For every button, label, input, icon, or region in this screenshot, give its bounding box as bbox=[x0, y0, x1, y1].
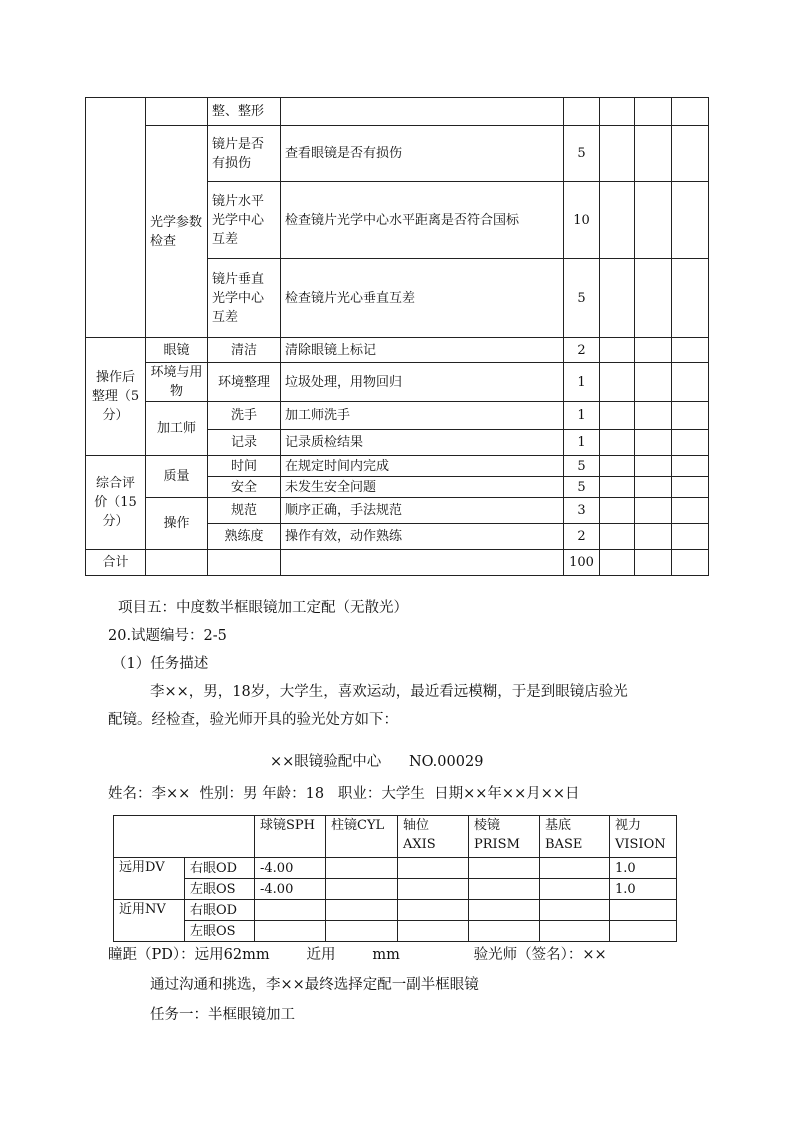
header-axis: 轴位 AXIS bbox=[398, 816, 469, 858]
header-sph: 球镜SPH bbox=[255, 816, 326, 858]
section: 操作后整理（5分） bbox=[86, 338, 146, 456]
item: 清洁 bbox=[208, 338, 281, 363]
score: 10 bbox=[564, 182, 600, 259]
category: 眼镜 bbox=[146, 338, 208, 363]
paragraph: 李××，男，18岁，大学生，喜欢运动，最近看远模糊，于是到眼镜店验光 bbox=[150, 684, 628, 700]
score: 5 bbox=[564, 477, 600, 498]
paragraph: 通过沟通和挑选，李××最终选择定配一副半框眼镜 bbox=[150, 977, 479, 993]
desc: 清除眼镜上标记 bbox=[281, 338, 564, 363]
desc: 检查镜片光心垂直互差 bbox=[281, 259, 564, 338]
patient-info: 姓名：李×× 性别：男 年龄：18 职业：大学生 日期××年××月××日 bbox=[108, 786, 580, 802]
item: 洗手 bbox=[208, 402, 281, 430]
section: 综合评价（15分） bbox=[86, 456, 146, 550]
item: 整、整形 bbox=[208, 98, 281, 126]
project-title: 项目五：中度数半框眼镜加工定配（无散光） bbox=[118, 600, 408, 616]
near-label: 近用NV bbox=[114, 900, 185, 942]
desc: 查看眼镜是否有损伤 bbox=[281, 126, 564, 182]
question-number: 20.试题编号：2-5 bbox=[108, 628, 227, 644]
item: 镜片水平光学中心互差 bbox=[208, 182, 281, 259]
assessment-table bbox=[85, 97, 709, 576]
eye-label: 右眼OD bbox=[185, 858, 255, 879]
header-prism: 棱镜 PRISM bbox=[469, 816, 540, 858]
task-description-heading: （1）任务描述 bbox=[112, 656, 209, 672]
item: 镜片垂直光学中心互差 bbox=[208, 259, 281, 338]
score: 5 bbox=[564, 126, 600, 182]
desc: 在规定时间内完成 bbox=[281, 456, 564, 477]
distance-label: 远用DV bbox=[114, 858, 185, 900]
header-vision: 视力 VISION bbox=[610, 816, 677, 858]
prescription-table bbox=[113, 815, 677, 942]
vision-value: 1.0 bbox=[610, 879, 677, 900]
score: 3 bbox=[564, 498, 600, 524]
eye-label: 左眼OS bbox=[185, 921, 255, 942]
desc: 检查镜片光学中心水平距离是否符合国标 bbox=[281, 182, 564, 259]
score: 1 bbox=[564, 402, 600, 430]
item: 环境整理 bbox=[208, 363, 281, 402]
item: 安全 bbox=[208, 477, 281, 498]
vision-value: 1.0 bbox=[610, 858, 677, 879]
header-base: 基底 BASE bbox=[540, 816, 610, 858]
paragraph: 配镜。经检查，验光师开具的验光处方如下： bbox=[108, 712, 398, 728]
eye-label: 左眼OS bbox=[185, 879, 255, 900]
desc: 垃圾处理，用物回归 bbox=[281, 363, 564, 402]
desc: 未发生安全问题 bbox=[281, 477, 564, 498]
pd-line: 瞳距（PD）：远用62mm 近用 mm 验光师（签名）：×× bbox=[108, 947, 607, 963]
category: 加工师 bbox=[146, 402, 208, 456]
item: 熟练度 bbox=[208, 524, 281, 550]
prescription-header: ××眼镜验配中心 NO.00029 bbox=[270, 754, 484, 770]
desc: 顺序正确，手法规范 bbox=[281, 498, 564, 524]
sph-value: -4.00 bbox=[255, 879, 326, 900]
score: 5 bbox=[564, 456, 600, 477]
item: 时间 bbox=[208, 456, 281, 477]
header-cyl: 柱镜CYL bbox=[326, 816, 398, 858]
score: 1 bbox=[564, 363, 600, 402]
item: 镜片是否有损伤 bbox=[208, 126, 281, 182]
total-score: 100 bbox=[564, 550, 600, 576]
category: 质量 bbox=[146, 456, 208, 498]
category: 光学参数检查 bbox=[146, 126, 208, 338]
desc: 记录质检结果 bbox=[281, 430, 564, 456]
desc: 操作有效，动作熟练 bbox=[281, 524, 564, 550]
category: 操作 bbox=[146, 498, 208, 550]
eye-label: 右眼OD bbox=[185, 900, 255, 921]
total-label: 合计 bbox=[86, 550, 146, 576]
item: 记录 bbox=[208, 430, 281, 456]
score: 5 bbox=[564, 259, 600, 338]
score: 1 bbox=[564, 430, 600, 456]
score: 2 bbox=[564, 524, 600, 550]
score: 2 bbox=[564, 338, 600, 363]
desc: 加工师洗手 bbox=[281, 402, 564, 430]
task-one: 任务一：半框眼镜加工 bbox=[150, 1007, 295, 1023]
sph-value: -4.00 bbox=[255, 858, 326, 879]
category: 环境与用物 bbox=[146, 363, 208, 402]
item: 规范 bbox=[208, 498, 281, 524]
